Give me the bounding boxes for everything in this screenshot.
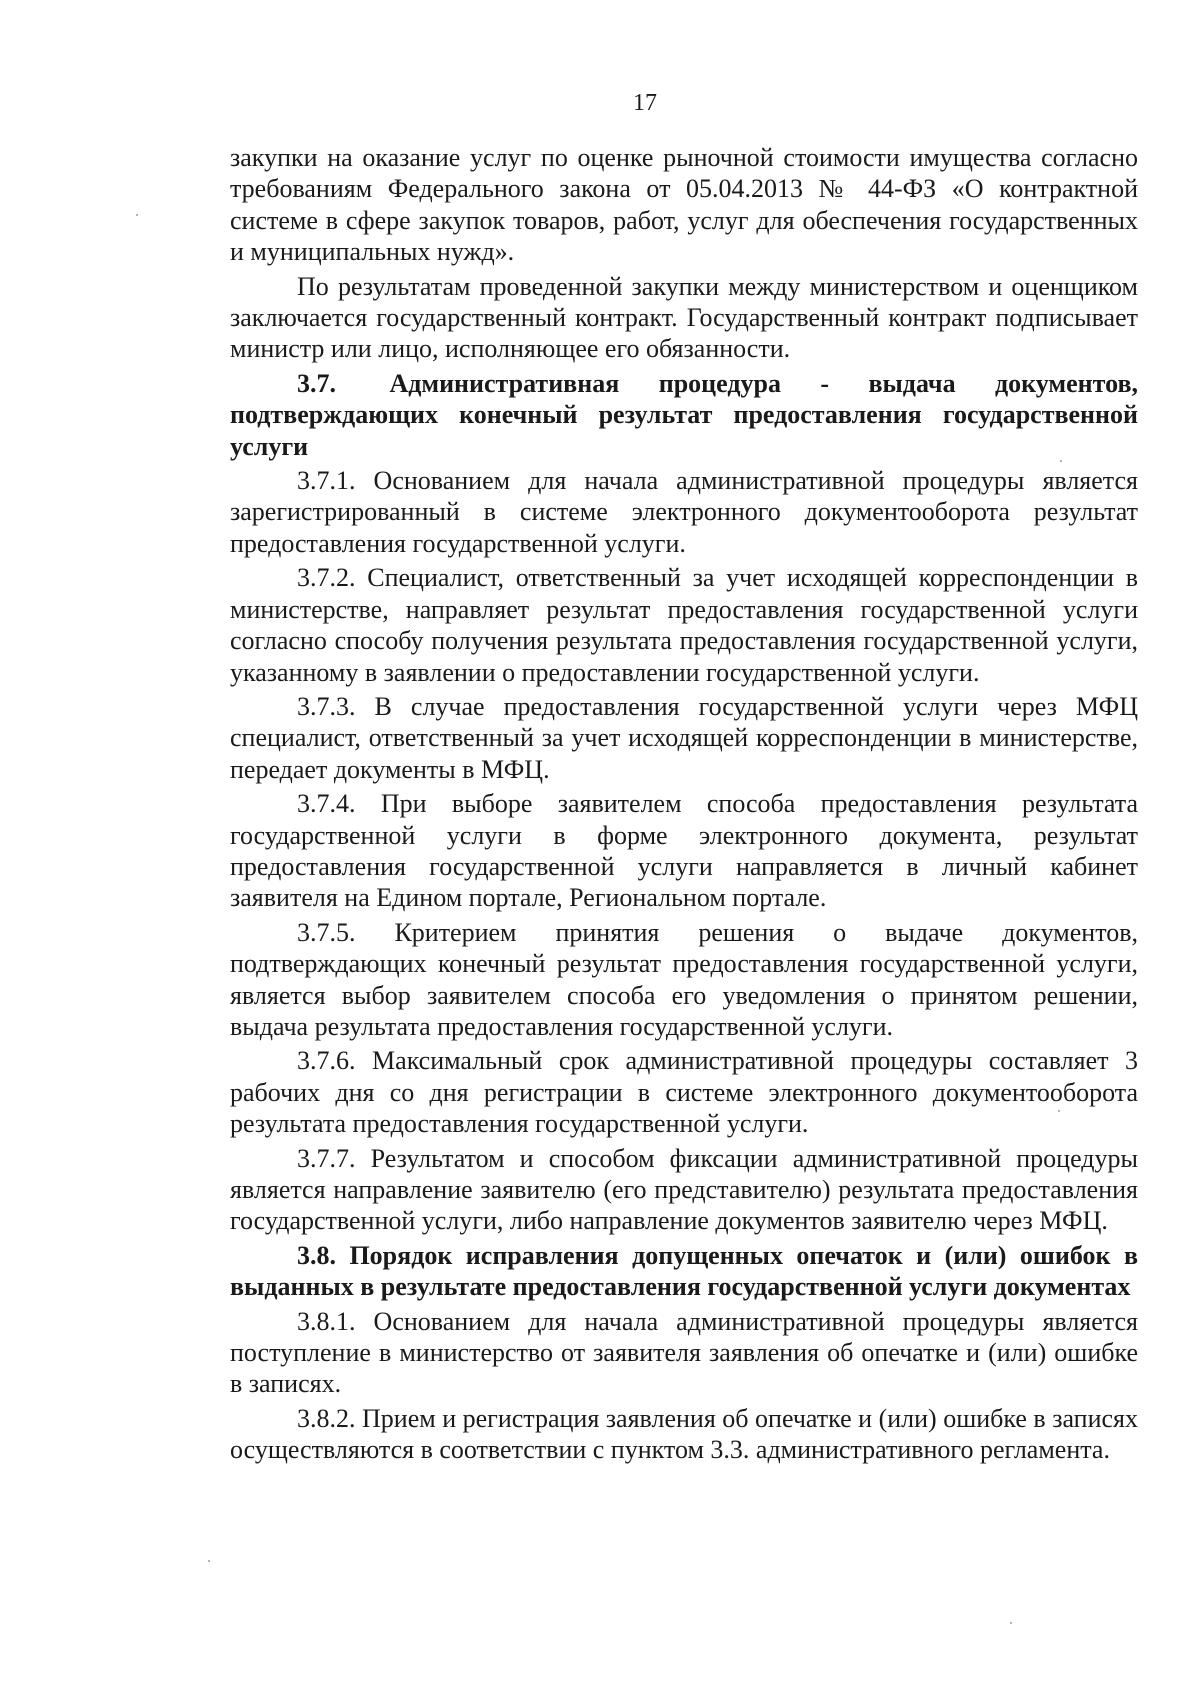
paragraph-contract: По результатам проведенной закупки между министерством и оценщиком заключается государственный контракт. Государственный контракт подписывает министр или лицо, исполняющее его обязанности. [230,271,1138,364]
paragraph-3-7-5: 3.7.5. Критерием принятия решения о выдаче документов, подтверждающих конечный результат предоставления государственной услуги, является выбор заявителем способа его уведомления о принятом решении, выдача результата предоставления государственной услуги. [230,917,1138,1041]
section-heading-3-7 [230,368,1138,462]
paragraph-3-7-3: 3.7.3. В случае предоставления государственной услуги через МФЦ специалист, ответственный за учет исходящей корреспонденции в министерстве, передает документы в МФЦ. [230,691,1138,784]
scan-speck [1060,460,1062,462]
section-title-3-7: Административная процедура - выдача документов, подтверждающих конечный результат предоставления государственной услуги [230,368,1138,461]
section-heading-3-8: 3.8. Порядок исправления допущенных опечаток и (или) ошибок в выданных в результате предоставления государственной услуги документах [230,1240,1138,1302]
scan-speck [1058,1110,1060,1112]
scan-speck [208,1560,210,1562]
section-number-3-7: 3.7. [297,368,336,398]
paragraph-3-7-7: 3.7.7. Результатом и способом фиксации административной процедуры является направление заявителю (его представителю) результата предоставления государственной услуги, либо направление документов заявителю через МФЦ. [230,1143,1138,1236]
paragraph-3-8-2: 3.8.2. Прием и регистрация заявления об опечатке и (или) ошибке в записях осуществляются в соответствии с пунктом 3.3. административного регламента. [230,1403,1138,1465]
paragraph-3-8-1: 3.8.1. Основанием для начала административной процедуры является поступление в министерство от заявителя заявления об опечатке и (или) ошибке в записях. [230,1306,1138,1399]
scan-speck [1010,1622,1012,1624]
paragraph-procurement-continuation: закупки на оказание услуг по оценке рыночной стоимости имущества согласно требованиям Федерального закона от 05.04.2013 № 44-ФЗ «О контрактной системе в сфере закупок товаров, работ, услуг для обеспечения государственных и муниципальных нужд». [230,143,1138,267]
paragraph-3-7-2: 3.7.2. Специалист, ответственный за учет исходящей корреспонденции в министерстве, направляет результат предоставления государственной услуги согласно способу получения результата предоставления государственной услуги, указанному в заявлении о предоставлении государственной услуги. [230,563,1138,687]
scan-speck [136,214,138,216]
paragraph-3-7-4: 3.7.4. При выборе заявителем способа предоставления результата государственной услуги в форме электронного документа, результат предоставления государственной услуги направляется в личный кабинет заявителя на Едином портале, Региональном портале. [230,789,1138,913]
document-body [230,142,1138,1466]
paragraph-3-7-6: 3.7.6. Максимальный срок административной процедуры составляет 3 рабочих дня со дня регистрации в системе электронного документооборота результата предоставления государственной услуги. [230,1046,1138,1139]
page-number: 17 [633,90,657,116]
paragraph-3-7-1: 3.7.1. Основанием для начала административной процедуры является зарегистрированный в системе электронного документооборота результат предоставления государственной услуги. [230,466,1138,558]
